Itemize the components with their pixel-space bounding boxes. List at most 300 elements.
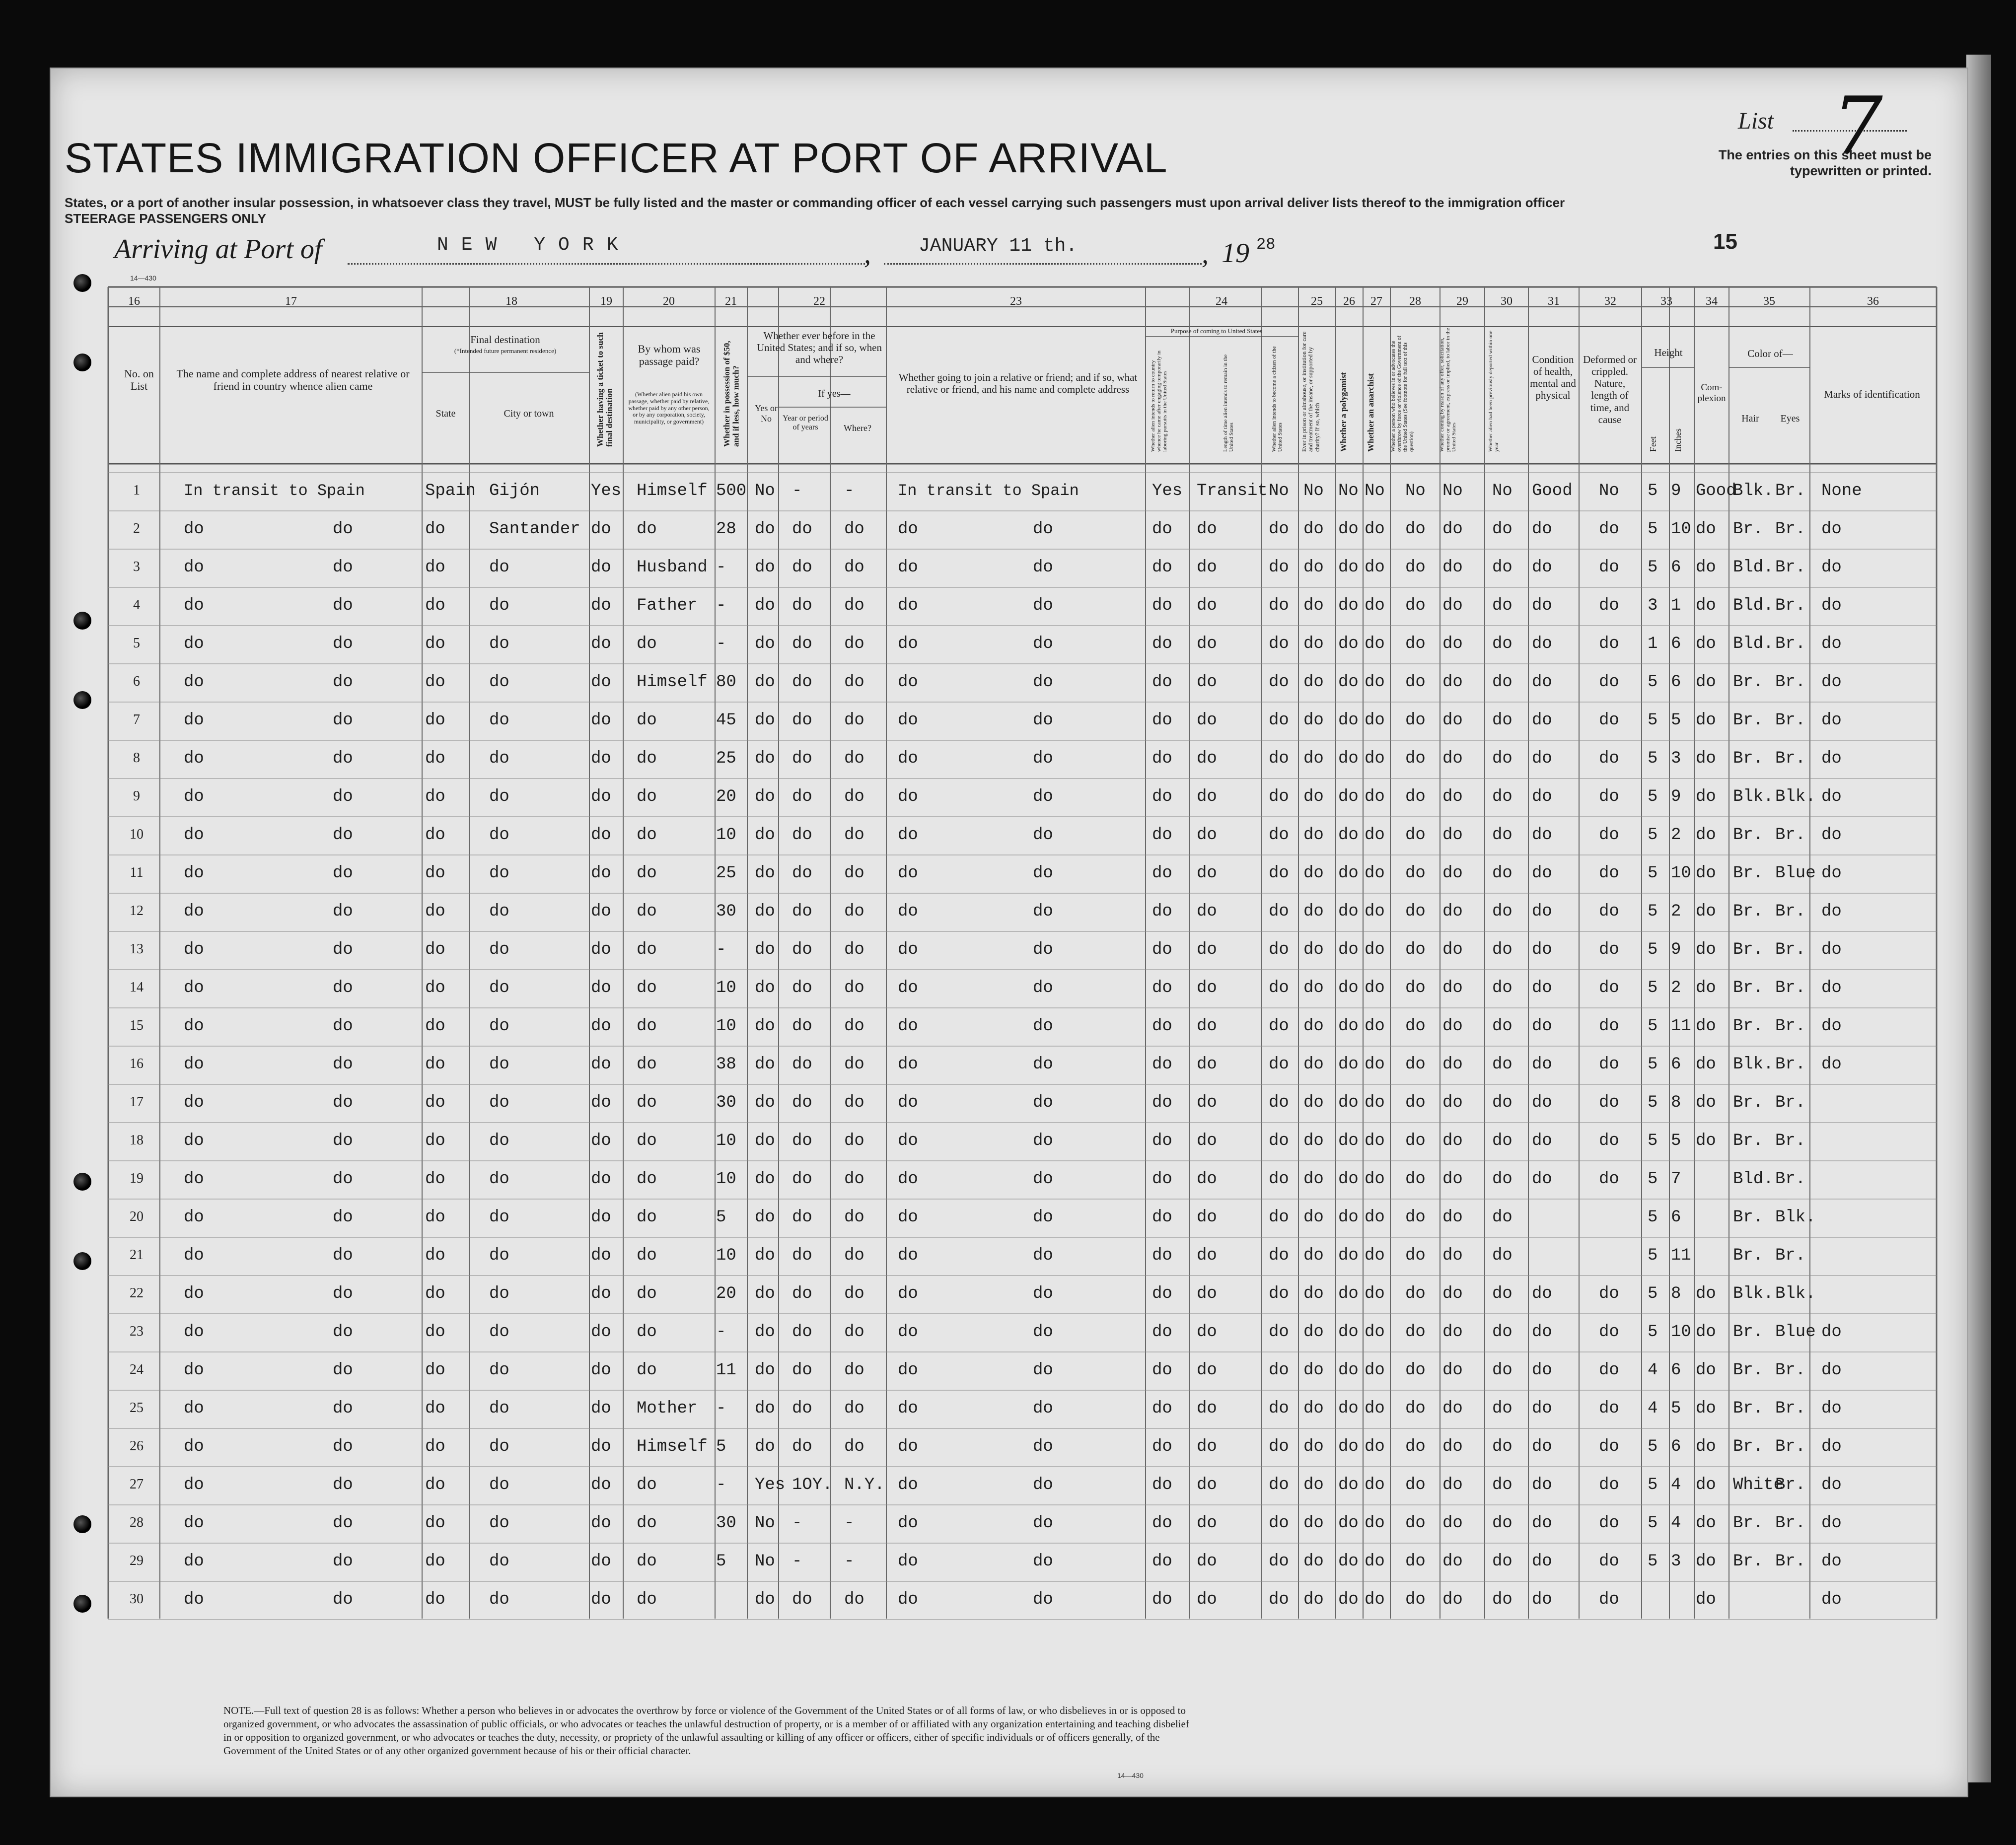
cell-c31: do [1532, 1476, 1552, 1494]
cell-money: - [716, 1476, 726, 1494]
header-ticket: Whether having a ticket to such final destination [595, 332, 614, 447]
cell-c32: do [1599, 1476, 1619, 1494]
cell-paid: Himself [637, 482, 708, 500]
cell-yn: do [755, 940, 775, 959]
cell-in: 10 [1671, 1323, 1691, 1342]
cell-c26: do [1338, 673, 1359, 692]
cell-join_b: do [1033, 1323, 1053, 1342]
cell-state: do [425, 673, 445, 692]
cell-money: 5 [716, 1437, 726, 1456]
cell-paid: do [637, 1552, 657, 1571]
cell-money: 45 [716, 711, 736, 730]
cell-in: 8 [1671, 1093, 1681, 1112]
cell-ticket: do [591, 940, 611, 959]
cell-c28: do [1405, 826, 1426, 845]
cell-where: do [844, 1437, 864, 1456]
cell-marks: do [1821, 1017, 1842, 1036]
cell-c31: do [1532, 1055, 1552, 1074]
cell-c27: do [1365, 558, 1385, 577]
cell-paid: do [637, 711, 657, 730]
cell-c27: do [1365, 1552, 1385, 1571]
cell-c29: do [1442, 826, 1463, 845]
cell-comp: do [1696, 673, 1716, 692]
cell-hair: Br. [1733, 520, 1764, 539]
cell-p_c: do [1269, 1093, 1289, 1112]
cell-c28: do [1405, 635, 1426, 653]
cell-in: 6 [1671, 635, 1681, 653]
cell-marks: do [1821, 596, 1842, 615]
cell-c28: do [1405, 1055, 1426, 1074]
cell-join_a: do [898, 1399, 918, 1418]
cell-year: do [792, 711, 812, 730]
cell-money: 500 [716, 482, 747, 500]
cell-join_b: do [1033, 1132, 1053, 1150]
row-number: 28 [130, 1515, 144, 1530]
cell-state: do [425, 635, 445, 653]
cell-join_a: do [898, 558, 918, 577]
cell-c27: do [1365, 1514, 1385, 1533]
cell-city: do [489, 1323, 509, 1342]
cell-hair: Br. [1733, 711, 1764, 730]
cell-c29: do [1442, 940, 1463, 959]
cell-comp: Good [1696, 482, 1736, 500]
cell-city: do [489, 1437, 509, 1456]
cell-where: do [844, 1399, 864, 1418]
form-number-bottom: 14—430 [1117, 1772, 1144, 1779]
cell-year: do [792, 1590, 812, 1609]
cell-p_c: do [1269, 1323, 1289, 1342]
header-anarchist: Whether an anarchist [1366, 373, 1375, 452]
cell-p_a: do [1152, 596, 1172, 615]
cell-city: do [489, 635, 509, 653]
cell-paid: do [637, 1170, 657, 1189]
cell-c17a: do [184, 1514, 204, 1533]
row-number: 10 [130, 827, 144, 842]
cell-state: Spain [425, 482, 476, 500]
cell-c29: do [1442, 558, 1463, 577]
cell-in: 8 [1671, 1284, 1681, 1303]
cell-c28: do [1405, 1284, 1426, 1303]
column-number: 31 [1548, 295, 1560, 308]
cell-ft: 5 [1648, 1514, 1658, 1533]
cell-comp: do [1696, 1552, 1716, 1571]
row-number: 6 [133, 674, 140, 689]
cell-join_a: do [898, 635, 918, 653]
list-note: The entries on this sheet must be typewritten or printed. [1718, 147, 1932, 178]
cell-state: do [425, 1093, 445, 1112]
cell-c26: do [1338, 1590, 1359, 1609]
cell-c17a: do [184, 1399, 204, 1418]
cell-c17b: do [333, 1246, 353, 1265]
cell-city: do [489, 940, 509, 959]
cell-c29: do [1442, 902, 1463, 921]
cell-hair: Br. [1733, 979, 1764, 997]
cell-c26: do [1338, 787, 1359, 806]
header-money: Whether in possession of $50, and if less, how much? [722, 341, 741, 447]
cell-c30: do [1492, 1017, 1512, 1036]
cell-c17b: do [333, 673, 353, 692]
cell-state: do [425, 864, 445, 883]
cell-in: 10 [1671, 520, 1691, 539]
cell-c32: do [1599, 711, 1619, 730]
cell-c27: do [1365, 1093, 1385, 1112]
cell-c25: do [1303, 635, 1324, 653]
cell-c17a: do [184, 864, 204, 883]
cell-year: do [792, 1170, 812, 1189]
header-city: City or town [504, 408, 554, 419]
cell-marks: do [1821, 558, 1842, 577]
cell-join_a: do [898, 1055, 918, 1074]
cell-paid: do [637, 1055, 657, 1074]
row-number: 4 [133, 597, 140, 613]
cell-ticket: do [591, 711, 611, 730]
cell-c27: do [1365, 596, 1385, 615]
header-yes-no: Yes or No [755, 403, 778, 424]
cell-c28: do [1405, 1437, 1426, 1456]
cell-join_a: do [898, 596, 918, 615]
cell-ft: 3 [1648, 596, 1658, 615]
cell-c26: do [1338, 826, 1359, 845]
cell-c17a: do [184, 1246, 204, 1265]
cell-p_b: do [1197, 864, 1217, 883]
cell-p_b: do [1197, 1514, 1217, 1533]
cell-c31: do [1532, 1132, 1552, 1150]
cell-c27: do [1365, 1399, 1385, 1418]
cell-ft: 5 [1648, 749, 1658, 768]
year-prefix: 19 [1222, 238, 1249, 269]
cell-c26: do [1338, 902, 1359, 921]
cell-c31: do [1532, 711, 1552, 730]
cell-yn: do [755, 1017, 775, 1036]
separator: , [1202, 239, 1209, 270]
cell-p_b: do [1197, 596, 1217, 615]
cell-money: 5 [716, 1208, 726, 1227]
header-polygamist: Whether a polygamist [1339, 372, 1348, 452]
cell-yn: do [755, 1437, 775, 1456]
cell-join_b: do [1033, 673, 1053, 692]
cell-city: do [489, 1132, 509, 1150]
cell-paid: Father [637, 596, 698, 615]
cell-c30: do [1492, 558, 1512, 577]
cell-ticket: do [591, 558, 611, 577]
column-number: 33 [1660, 295, 1672, 308]
cell-paid: Himself [637, 1437, 708, 1456]
cell-ft: 5 [1648, 1284, 1658, 1303]
date-value: JANUARY 11 th. [919, 235, 1078, 257]
cell-year: do [792, 749, 812, 768]
cell-c17a: do [184, 596, 204, 615]
cell-p_a: do [1152, 635, 1172, 653]
cell-c30: do [1492, 1514, 1512, 1533]
cell-c30: do [1492, 1552, 1512, 1571]
cell-money: 25 [716, 749, 736, 768]
cell-eyes: Br. [1775, 520, 1806, 539]
cell-paid: do [637, 1514, 657, 1533]
cell-state: do [425, 520, 445, 539]
cell-ft: 1 [1648, 635, 1658, 653]
cell-c17a: do [184, 749, 204, 768]
cell-p_a: do [1152, 1361, 1172, 1380]
header-labor-offer: Whether coming by reason of any offer, solicitation, promise or agreement, express or implied, to labor in the United States [1439, 328, 1457, 452]
cell-hair: Br. [1733, 902, 1764, 921]
cell-city: do [489, 979, 509, 997]
cell-year: do [792, 940, 812, 959]
header-feet: Feet [1648, 436, 1658, 452]
cell-money: 20 [716, 787, 736, 806]
cell-c29: do [1442, 1208, 1463, 1227]
cell-eyes: Blue [1775, 864, 1816, 883]
cell-money: - [716, 596, 726, 615]
steerage-label: STEERAGE PASSENGERS ONLY [65, 211, 266, 226]
page-number: 15 [1713, 229, 1737, 254]
cell-paid: do [637, 635, 657, 653]
cell-hair: Br. [1733, 864, 1764, 883]
column-number: 16 [128, 295, 140, 308]
cell-join_b: do [1033, 1514, 1053, 1533]
cell-c27: do [1365, 635, 1385, 653]
cell-c30: do [1492, 711, 1512, 730]
cell-join_b: do [1033, 1399, 1053, 1418]
cell-city: do [489, 1399, 509, 1418]
cell-c26: do [1338, 749, 1359, 768]
cell-yn: do [755, 558, 775, 577]
cell-p_b: do [1197, 520, 1217, 539]
cell-paid: do [637, 1476, 657, 1494]
cell-p_c: do [1269, 1514, 1289, 1533]
cell-comp: do [1696, 864, 1716, 883]
cell-p_b: do [1197, 1208, 1217, 1227]
row-number: 30 [130, 1591, 144, 1607]
cell-hair: Bld. [1733, 635, 1774, 653]
cell-state: do [425, 1208, 445, 1227]
header-deported: Whether alien had been previously deported within one year [1488, 330, 1500, 452]
cell-c29: do [1442, 864, 1463, 883]
cell-where: do [844, 826, 864, 845]
cell-c17b: do [333, 596, 353, 615]
cell-c27: do [1365, 940, 1385, 959]
cell-c32: do [1599, 596, 1619, 615]
cell-c29: do [1442, 1093, 1463, 1112]
cell-paid: do [637, 1590, 657, 1609]
cell-c32: do [1599, 1093, 1619, 1112]
cell-join_a: do [898, 1476, 918, 1494]
cell-c26: do [1338, 1246, 1359, 1265]
cell-hair: Br. [1733, 1399, 1764, 1418]
cell-ticket: do [591, 1437, 611, 1456]
cell-c17b: do [333, 787, 353, 806]
cell-year: do [792, 1017, 812, 1036]
cell-c31: do [1532, 902, 1552, 921]
cell-c31: do [1532, 1017, 1552, 1036]
cell-year: do [792, 1323, 812, 1342]
cell-eyes: Br. [1775, 1093, 1806, 1112]
cell-c17a: do [184, 1552, 204, 1571]
cell-p_b: do [1197, 1552, 1217, 1571]
row-number: 23 [130, 1324, 144, 1339]
cell-c28: do [1405, 558, 1426, 577]
cell-eyes: Blk. [1775, 1208, 1816, 1227]
cell-c25: do [1303, 1399, 1324, 1418]
cell-p_c: do [1269, 864, 1289, 883]
cell-paid: do [637, 1246, 657, 1265]
cell-p_a: do [1152, 1093, 1172, 1112]
cell-p_b: do [1197, 940, 1217, 959]
cell-p_a: do [1152, 1055, 1172, 1074]
cell-c26: do [1338, 940, 1359, 959]
cell-p_b: do [1197, 1093, 1217, 1112]
cell-state: do [425, 1552, 445, 1571]
cell-p_a: do [1152, 1590, 1172, 1609]
cell-paid: do [637, 1017, 657, 1036]
column-number: 23 [1010, 295, 1022, 308]
cell-yn: do [755, 1246, 775, 1265]
column-number: 19 [600, 295, 612, 308]
column-number: 22 [813, 295, 825, 308]
cell-hair: Bld. [1733, 1170, 1774, 1189]
cell-c17a: do [184, 787, 204, 806]
cell-p_b: do [1197, 1132, 1217, 1150]
cell-eyes: Br. [1775, 596, 1806, 615]
cell-in: 6 [1671, 673, 1681, 692]
cell-join_b: do [1033, 558, 1053, 577]
cell-where: - [844, 482, 855, 500]
cell-city: do [489, 1284, 509, 1303]
cell-ticket: do [591, 520, 611, 539]
cell-c17b: do [333, 979, 353, 997]
cell-p_c: do [1269, 1017, 1289, 1036]
cell-c30: do [1492, 1093, 1512, 1112]
cell-comp: do [1696, 1437, 1716, 1456]
row-number: 25 [130, 1400, 144, 1416]
column-number: 30 [1501, 295, 1512, 308]
cell-comp: do [1696, 635, 1716, 653]
cell-join_b: do [1033, 1552, 1053, 1571]
cell-c28: do [1405, 1208, 1426, 1227]
cell-where: do [844, 1093, 864, 1112]
cell-c31: do [1532, 1437, 1552, 1456]
cell-c28: do [1405, 1246, 1426, 1265]
cell-in: 3 [1671, 1552, 1681, 1571]
cell-join_a: do [898, 1170, 918, 1189]
cell-p_b: do [1197, 1246, 1217, 1265]
cell-in: 5 [1671, 711, 1681, 730]
cell-paid: do [637, 1208, 657, 1227]
cell-paid: do [637, 1323, 657, 1342]
cell-p_a: do [1152, 1514, 1172, 1533]
cell-p_c: do [1269, 1361, 1289, 1380]
cell-where: do [844, 864, 864, 883]
cell-state: do [425, 1246, 445, 1265]
cell-paid: do [637, 787, 657, 806]
column-number: 26 [1343, 295, 1355, 308]
cell-city: do [489, 1361, 509, 1380]
cell-c27: do [1365, 1246, 1385, 1265]
cell-yn: do [755, 596, 775, 615]
row-number: 22 [130, 1285, 144, 1301]
header-previous-visit: Whether ever before in the United States; and if so, when and where? [757, 330, 882, 366]
cell-c31: do [1532, 749, 1552, 768]
cell-city: Santander [489, 520, 580, 539]
cell-ticket: do [591, 902, 611, 921]
cell-c29: do [1442, 596, 1463, 615]
cell-yn: do [755, 1361, 775, 1380]
cell-c25: do [1303, 940, 1324, 959]
cell-city: do [489, 596, 509, 615]
cell-city: do [489, 749, 509, 768]
cell-paid: Husband [637, 558, 708, 577]
cell-join_b: do [1033, 1437, 1053, 1456]
cell-p_b: do [1197, 1017, 1217, 1036]
cell-c27: do [1365, 1170, 1385, 1189]
cell-ft: 5 [1648, 1170, 1658, 1189]
cell-eyes: Br. [1775, 482, 1806, 500]
cell-p_a: do [1152, 826, 1172, 845]
column-number: 24 [1216, 295, 1227, 308]
cell-state: do [425, 1170, 445, 1189]
cell-paid: do [637, 902, 657, 921]
cell-in: 4 [1671, 1514, 1681, 1533]
column-number: 28 [1409, 295, 1421, 308]
cell-p_c: do [1269, 1132, 1289, 1150]
cell-p_c: do [1269, 979, 1289, 997]
cell-state: do [425, 1284, 445, 1303]
cell-c32: do [1599, 749, 1619, 768]
cell-c32: do [1599, 1514, 1619, 1533]
cell-c17b: do [333, 940, 353, 959]
cell-yn: Yes [755, 1476, 786, 1494]
cell-hair: Br. [1733, 1437, 1764, 1456]
cell-city: do [489, 902, 509, 921]
cell-c29: do [1442, 1552, 1463, 1571]
cell-c25: do [1303, 1284, 1324, 1303]
cell-c31: do [1532, 558, 1552, 577]
cell-c31: do [1532, 1399, 1552, 1418]
cell-p_a: do [1152, 1132, 1172, 1150]
cell-money: - [716, 940, 726, 959]
cell-in: 10 [1671, 864, 1691, 883]
cell-ticket: do [591, 673, 611, 692]
cell-eyes: Br. [1775, 635, 1806, 653]
header-complexion: Com-plexion [1697, 382, 1726, 404]
cell-marks: do [1821, 1361, 1842, 1380]
cell-c17b: do [333, 826, 353, 845]
cell-year: do [792, 864, 812, 883]
cell-c17b: do [333, 1552, 353, 1571]
cell-c25: do [1303, 673, 1324, 692]
cell-c25: do [1303, 749, 1324, 768]
cell-c26: do [1338, 979, 1359, 997]
cell-c28: do [1405, 1399, 1426, 1418]
header-final-destination: Final destination [470, 334, 540, 346]
cell-c32: do [1599, 1170, 1619, 1189]
cell-c17b: do [333, 864, 353, 883]
cell-yn: do [755, 1284, 775, 1303]
cell-c26: No [1338, 482, 1359, 500]
cell-c30: No [1492, 482, 1512, 500]
cell-c17a: do [184, 826, 204, 845]
column-number: 21 [725, 295, 737, 308]
cell-ticket: do [591, 749, 611, 768]
cell-ft: 5 [1648, 1132, 1658, 1150]
cell-comp: do [1696, 902, 1716, 921]
cell-c25: do [1303, 558, 1324, 577]
cell-c30: do [1492, 1132, 1512, 1150]
column-number: 29 [1456, 295, 1468, 308]
cell-marks: do [1821, 1437, 1842, 1456]
cell-c26: do [1338, 596, 1359, 615]
cell-ft: 5 [1648, 558, 1658, 577]
cell-yn: do [755, 979, 775, 997]
